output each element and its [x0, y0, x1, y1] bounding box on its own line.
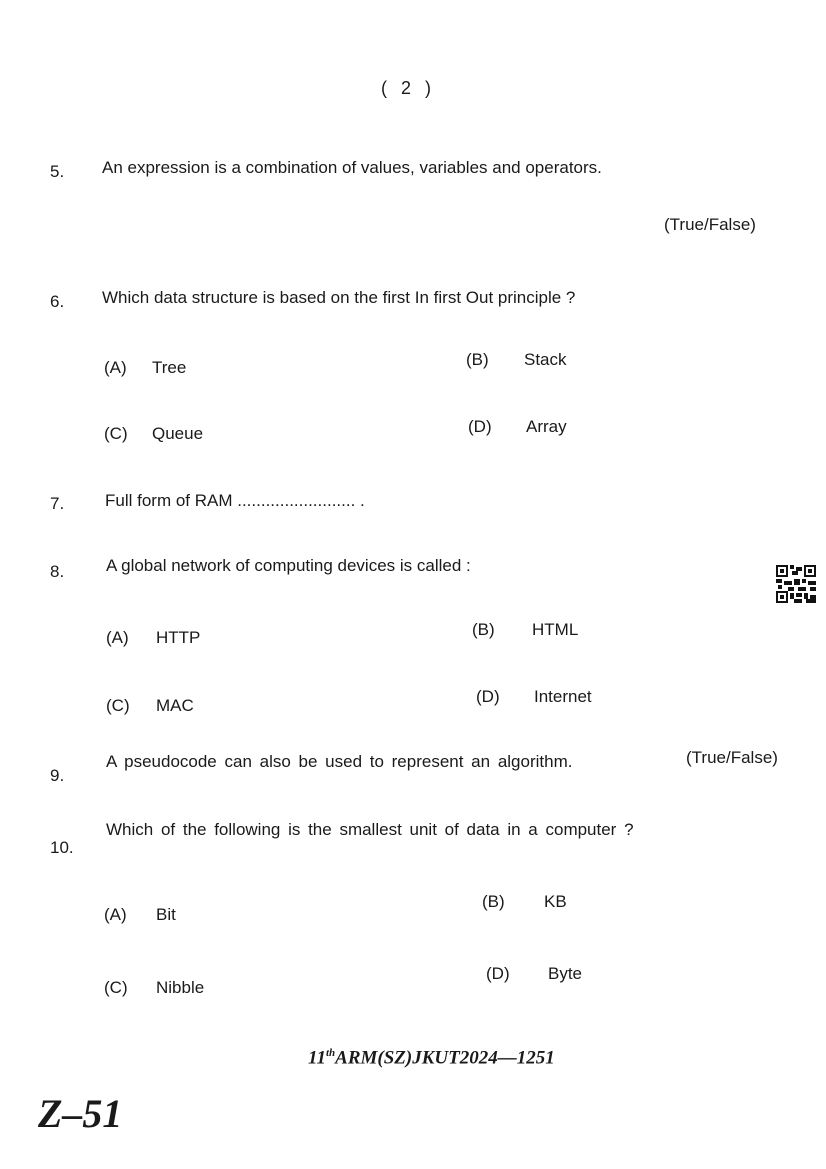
option-text: Stack: [524, 350, 567, 369]
option-c: [104, 978, 204, 998]
question-text: Which of the following is the smallest unit of data in a computer ?: [106, 820, 634, 839]
option-b: [472, 620, 578, 640]
option-c: [106, 696, 194, 716]
option-text: MAC: [156, 696, 194, 715]
qr-code-icon: [776, 565, 816, 603]
question-number: 5.: [50, 162, 65, 181]
question-text: A global network of computing devices is called :: [106, 556, 471, 575]
option-text: HTML: [532, 620, 579, 639]
option-label: (C): [104, 978, 128, 997]
option-d: [486, 964, 582, 984]
option-b: [482, 892, 567, 912]
question-text: A pseudocode can also be used to represent an algorithm.: [106, 752, 573, 771]
question-text: An expression is a combination of values, variables and operators.: [102, 158, 602, 177]
exam-code-rest: ARM(SZ)JKUT2024—1251: [335, 1047, 555, 1069]
option-text: HTTP: [156, 628, 201, 647]
option-label: (C): [106, 696, 130, 715]
question-text: Which data structure is based on the first In first Out principle ?: [102, 288, 576, 307]
option-label: (C): [104, 424, 128, 443]
option-text: Internet: [534, 687, 592, 706]
option-label: (A): [104, 358, 127, 377]
option-text: KB: [544, 892, 567, 911]
page-number: (2): [381, 78, 445, 98]
exam-code-prefix: 11: [308, 1047, 326, 1069]
question-text: Full form of RAM ......................... .: [105, 491, 365, 510]
question-number: 6.: [50, 292, 65, 311]
option-label: (A): [106, 628, 129, 647]
option-label: (B): [482, 892, 505, 911]
option-d: [476, 687, 592, 707]
option-b: [466, 350, 567, 370]
question-number: 10.: [50, 838, 74, 857]
option-label: (D): [468, 417, 492, 436]
exam-code-sup: th: [325, 1047, 336, 1059]
option-text: Bit: [156, 905, 176, 924]
option-text: Queue: [152, 424, 204, 443]
option-a: [104, 905, 176, 925]
option-d: [468, 417, 567, 437]
question-number: 8.: [50, 562, 65, 581]
exam-code: [308, 1047, 555, 1069]
option-text: Nibble: [156, 978, 205, 997]
paper-code: Z–51: [38, 1091, 123, 1136]
option-label: (B): [466, 350, 489, 369]
true-false-label: (True/False): [664, 215, 756, 234]
option-text: Array: [526, 417, 567, 436]
option-label: (A): [104, 905, 127, 924]
option-text: Byte: [548, 964, 583, 983]
option-a: [104, 358, 186, 378]
option-label: (D): [476, 687, 500, 706]
option-label: (D): [486, 964, 510, 983]
option-label: (B): [472, 620, 495, 639]
option-text: Tree: [152, 358, 187, 377]
option-c: [104, 424, 203, 444]
option-a: [106, 628, 200, 648]
question-number: 9.: [50, 766, 65, 785]
true-false-label: (True/False): [686, 748, 778, 767]
question-number: 7.: [50, 494, 65, 513]
